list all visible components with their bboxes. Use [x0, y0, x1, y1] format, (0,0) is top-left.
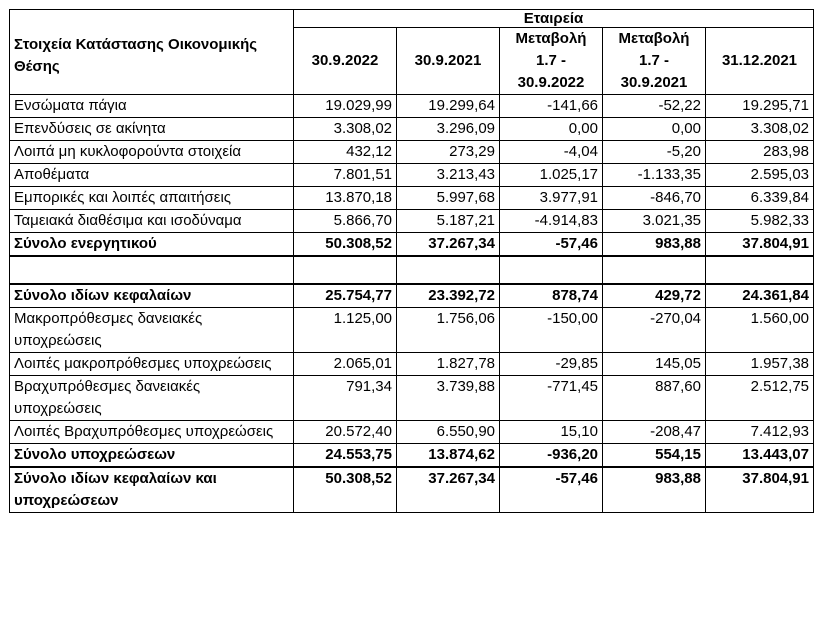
table-row	[10, 141, 814, 164]
spacer-row	[10, 256, 814, 284]
value-cell	[397, 256, 500, 284]
value-cell: 50.308,52	[294, 233, 397, 257]
value-cell: 19.029,99	[294, 95, 397, 118]
table-row	[10, 187, 814, 210]
value-cell: -57,46	[500, 467, 603, 513]
value-cell: 19.299,64	[397, 95, 500, 118]
table-row	[10, 118, 814, 141]
value-cell: 5.997,68	[397, 187, 500, 210]
table-row	[10, 467, 814, 513]
value-cell: 7.412,93	[706, 421, 814, 444]
company-header-cell: Εταιρεία	[294, 10, 814, 28]
value-cell: 37.804,91	[706, 233, 814, 257]
row-label: Ενσώματα πάγια	[10, 95, 294, 118]
value-cell: 6.550,90	[397, 421, 500, 444]
row-label: Λοιπές Βραχυπρόθεσμες υποχρεώσεις	[10, 421, 294, 444]
row-label: Σύνολο υποχρεώσεων	[10, 444, 294, 468]
value-cell: 0,00	[500, 118, 603, 141]
table-row	[10, 210, 814, 233]
value-cell: 7.801,51	[294, 164, 397, 187]
row-label: Σύνολο ενεργητικού	[10, 233, 294, 257]
value-cell: 50.308,52	[294, 467, 397, 513]
value-cell: 3.296,09	[397, 118, 500, 141]
row-label: Αποθέματα	[10, 164, 294, 187]
value-cell: 37.267,34	[397, 233, 500, 257]
value-cell: -5,20	[603, 141, 706, 164]
value-cell: 2.595,03	[706, 164, 814, 187]
value-cell: 13.874,62	[397, 444, 500, 468]
value-cell: 19.295,71	[706, 95, 814, 118]
financial-position-table-container	[9, 9, 814, 513]
column-header-5: 31.12.2021	[706, 28, 814, 95]
value-cell: 25.754,77	[294, 284, 397, 308]
value-cell: 5.982,33	[706, 210, 814, 233]
value-cell: 878,74	[500, 284, 603, 308]
row-label: Λοιπές μακροπρόθεσμες υποχρεώσεις	[10, 353, 294, 376]
value-cell: 791,34	[294, 376, 397, 421]
table-row	[10, 164, 814, 187]
value-cell: 554,15	[603, 444, 706, 468]
value-cell: 0,00	[603, 118, 706, 141]
value-cell: 5.866,70	[294, 210, 397, 233]
value-cell: -771,45	[500, 376, 603, 421]
value-cell: 37.267,34	[397, 467, 500, 513]
table-row	[10, 308, 814, 353]
column-header-3: Μεταβολή 1.7 - 30.9.2022	[500, 28, 603, 95]
table-row	[10, 444, 814, 468]
value-cell: 5.187,21	[397, 210, 500, 233]
row-label: Σύνολο ιδίων κεφαλαίων και υποχρεώσεων	[10, 467, 294, 513]
value-cell	[603, 256, 706, 284]
column-header-1: 30.9.2022	[294, 28, 397, 95]
table-body	[10, 95, 814, 513]
value-cell: 983,88	[603, 467, 706, 513]
value-cell	[706, 256, 814, 284]
value-cell: 145,05	[603, 353, 706, 376]
value-cell: 24.553,75	[294, 444, 397, 468]
value-cell: 3.308,02	[294, 118, 397, 141]
value-cell: 13.870,18	[294, 187, 397, 210]
value-cell: 6.339,84	[706, 187, 814, 210]
value-cell: 273,29	[397, 141, 500, 164]
value-cell: -52,22	[603, 95, 706, 118]
value-cell: 3.739,88	[397, 376, 500, 421]
value-cell: -141,66	[500, 95, 603, 118]
value-cell: -57,46	[500, 233, 603, 257]
row-header-cell: Στοιχεία Κατάστασης Οικονομικής Θέσης	[10, 10, 294, 95]
value-cell: -270,04	[603, 308, 706, 353]
value-cell: 23.392,72	[397, 284, 500, 308]
row-label	[10, 256, 294, 284]
table-row	[10, 95, 814, 118]
value-cell: 13.443,07	[706, 444, 814, 468]
value-cell: -4,04	[500, 141, 603, 164]
value-cell: -1.133,35	[603, 164, 706, 187]
value-cell: -150,00	[500, 308, 603, 353]
value-cell: 983,88	[603, 233, 706, 257]
row-label: Βραχυπρόθεσμες δανειακές υποχρεώσεις	[10, 376, 294, 421]
row-label: Εμπορικές και λοιπές απαιτήσεις	[10, 187, 294, 210]
value-cell: 3.977,91	[500, 187, 603, 210]
value-cell	[294, 256, 397, 284]
row-label: Λοιπά μη κυκλοφορούντα στοιχεία	[10, 141, 294, 164]
value-cell: 2.065,01	[294, 353, 397, 376]
value-cell: 429,72	[603, 284, 706, 308]
value-cell: 1.025,17	[500, 164, 603, 187]
value-cell: 3.021,35	[603, 210, 706, 233]
row-label: Ταμειακά διαθέσιμα και ισοδύναμα	[10, 210, 294, 233]
value-cell: 1.756,06	[397, 308, 500, 353]
table-row	[10, 284, 814, 308]
value-cell: 1.125,00	[294, 308, 397, 353]
value-cell: 1.827,78	[397, 353, 500, 376]
value-cell: 37.804,91	[706, 467, 814, 513]
row-label: Επενδύσεις σε ακίνητα	[10, 118, 294, 141]
value-cell: 887,60	[603, 376, 706, 421]
table-row	[10, 233, 814, 257]
value-cell: -208,47	[603, 421, 706, 444]
row-label: Σύνολο ιδίων κεφαλαίων	[10, 284, 294, 308]
financial-position-table	[9, 9, 814, 513]
value-cell: -936,20	[500, 444, 603, 468]
table-row	[10, 421, 814, 444]
value-cell	[500, 256, 603, 284]
column-header-4: Μεταβολή 1.7 - 30.9.2021	[603, 28, 706, 95]
value-cell: 20.572,40	[294, 421, 397, 444]
value-cell: 283,98	[706, 141, 814, 164]
table-row	[10, 376, 814, 421]
value-cell: -4.914,83	[500, 210, 603, 233]
value-cell: -846,70	[603, 187, 706, 210]
value-cell: 15,10	[500, 421, 603, 444]
super-header-row	[10, 10, 814, 28]
value-cell: 1.957,38	[706, 353, 814, 376]
value-cell: 3.213,43	[397, 164, 500, 187]
column-header-2: 30.9.2021	[397, 28, 500, 95]
row-label: Μακροπρόθεσμες δανειακές υποχρεώσεις	[10, 308, 294, 353]
value-cell: 2.512,75	[706, 376, 814, 421]
value-cell: 24.361,84	[706, 284, 814, 308]
table-row	[10, 353, 814, 376]
value-cell: 432,12	[294, 141, 397, 164]
value-cell: -29,85	[500, 353, 603, 376]
value-cell: 1.560,00	[706, 308, 814, 353]
value-cell: 3.308,02	[706, 118, 814, 141]
